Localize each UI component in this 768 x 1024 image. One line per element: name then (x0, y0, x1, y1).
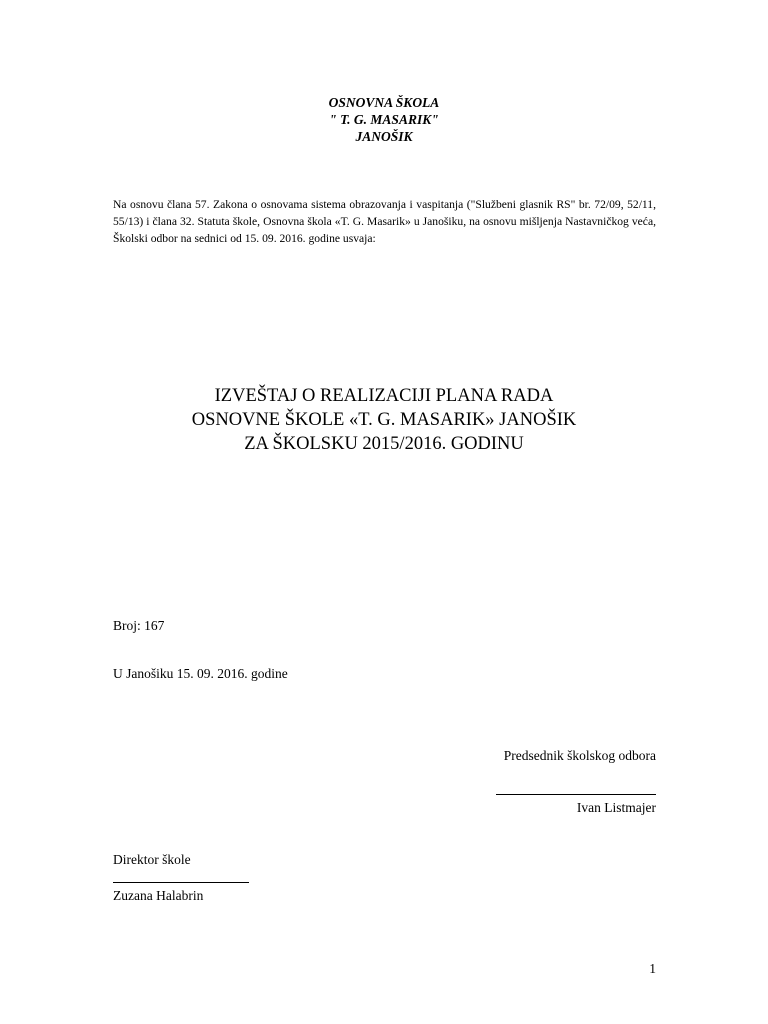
board-signature-line (496, 794, 656, 795)
title-line-3: ZA ŠKOLSKU 2015/2016. GODINU (244, 434, 524, 454)
page-number: 1 (649, 961, 656, 976)
director-signature-line (113, 882, 249, 883)
school-namesake: " T. G. MASARIK" (329, 112, 439, 127)
director-name: Zuzana Halabrin (113, 888, 204, 903)
document-title (0, 384, 768, 456)
place-and-date: U Janošiku 15. 09. 2016. godine (113, 666, 288, 681)
board-president-name: Ivan Listmajer (576, 800, 656, 815)
school-header (0, 94, 768, 145)
director-role: Direktor škole (113, 852, 191, 867)
legal-preamble: Na osnovu člana 57. Zakona o osnovama sistema obrazovanja i vaspitanja ("Službeni glasnik RS" br. 72/09, 52/11, 55/13) i člana 32. Statuta škole, Osnovna škola «T. G. Masarik» u Janošiku, na osnovu mišljenja Nastavničkog veća, Školski odbor na sednici od 15. 09. 2016. godine usvaja: (113, 198, 656, 245)
document-number: Broj: 167 (113, 618, 165, 633)
school-location: JANOŠIK (355, 129, 413, 144)
school-name: OSNOVNA ŠKOLA (328, 95, 440, 110)
title-line-1: IZVEŠTAJ O REALIZACIJI PLANA RADA (214, 386, 554, 406)
title-line-2: OSNOVNE ŠKOLE «T. G. MASARIK» JANOŠIK (191, 410, 577, 430)
board-president-role: Predsednik školskog odbora (503, 748, 656, 763)
